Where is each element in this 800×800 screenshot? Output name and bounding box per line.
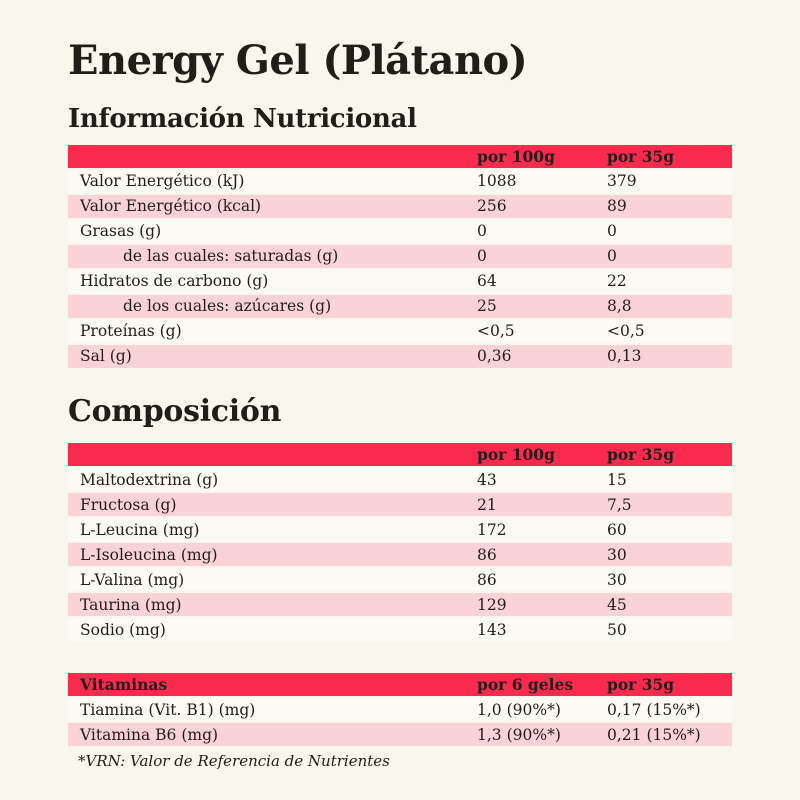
row-value-per-100g: 143 <box>477 620 507 639</box>
table-row <box>68 320 732 343</box>
table-row <box>68 245 732 268</box>
table-header-row <box>68 145 732 168</box>
table-row <box>68 295 732 318</box>
row-value-per-100g: 86 <box>477 570 497 589</box>
column-header-per-6-gels: por 6 geles <box>477 675 574 695</box>
row-label: Fructosa (g) <box>80 495 177 514</box>
row-value-per-100g: 0 <box>477 247 487 266</box>
table-row <box>68 170 732 193</box>
row-value-per-35g: 0,13 <box>607 347 642 366</box>
row-value-per-35g: 50 <box>607 620 627 639</box>
row-value-per-35g: 379 <box>607 172 637 191</box>
row-label: Tiamina (Vit. B1) (mg) <box>80 700 256 719</box>
row-value-per-100g: 64 <box>477 272 497 291</box>
row-value-per-100g: <0,5 <box>477 322 515 341</box>
row-label: Sal (g) <box>80 347 132 366</box>
row-label: Grasas (g) <box>80 222 162 241</box>
row-value-per-100g: 43 <box>477 470 497 489</box>
row-label: Maltodextrina (g) <box>80 470 219 489</box>
column-header-per-35g: por 35g <box>607 445 675 465</box>
column-header-per-100g: por 100g <box>477 445 555 465</box>
row-value-per-100g: 21 <box>477 495 497 514</box>
row-value-per-35g: 8,8 <box>607 297 632 316</box>
table-row <box>68 723 732 746</box>
vrn-footnote: *VRN: Valor de Referencia de Nutrientes <box>78 752 390 771</box>
vitamins-table <box>68 673 732 746</box>
row-label: de los cuales: azúcares (g) <box>123 297 332 316</box>
row-value-per-35g: 30 <box>607 570 627 589</box>
column-header-per-100g: por 100g <box>477 146 555 166</box>
row-value-per-100g: 25 <box>477 297 497 316</box>
row-label: Sodio (mg) <box>80 620 166 639</box>
row-value-per-100g: 256 <box>477 197 507 216</box>
table-row <box>68 270 732 293</box>
row-label: L-Valina (mg) <box>80 570 185 589</box>
page-title: Energy Gel (Plátano) <box>68 37 528 84</box>
row-value-per-35g: 7,5 <box>607 495 632 514</box>
row-value-per-35g: 60 <box>607 520 627 539</box>
row-value-per-100g: 0,36 <box>477 347 512 366</box>
section-vitamins <box>68 673 732 770</box>
table-row <box>68 618 732 641</box>
row-label: Proteínas (g) <box>80 322 182 341</box>
row-value-per-6-gels: 1,0 (90%*) <box>477 700 561 719</box>
table-row <box>68 518 732 541</box>
table-header-row <box>68 673 732 696</box>
row-value-per-35g: 15 <box>607 470 627 489</box>
table-row <box>68 698 732 721</box>
table-row <box>68 593 732 616</box>
row-value-per-100g: 86 <box>477 545 497 564</box>
row-value-per-35g: 0,17 (15%*) <box>607 700 701 719</box>
section-composition <box>68 393 732 642</box>
table-row <box>68 195 732 218</box>
nutrition-table <box>68 145 732 368</box>
section-heading: Composición <box>68 393 282 429</box>
row-value-per-35g: <0,5 <box>607 322 645 341</box>
column-header-per-35g: por 35g <box>607 675 675 695</box>
column-header-per-35g: por 35g <box>607 146 675 166</box>
row-value-per-35g: 0 <box>607 222 617 241</box>
row-value-per-100g: 129 <box>477 595 507 614</box>
row-value-per-6-gels: 1,3 (90%*) <box>477 725 561 744</box>
row-label: Vitamina B6 (mg) <box>80 725 219 744</box>
table-row <box>68 345 732 368</box>
row-label: de las cuales: saturadas (g) <box>123 247 339 266</box>
row-label: Hidratos de carbono (g) <box>80 272 269 291</box>
table-row <box>68 493 732 516</box>
row-label: L-Isoleucina (mg) <box>80 545 218 564</box>
row-value-per-100g: 0 <box>477 222 487 241</box>
table-header-label: Vitaminas <box>80 675 168 695</box>
row-value-per-35g: 45 <box>607 595 627 614</box>
row-label: Taurina (mg) <box>80 595 182 614</box>
row-value-per-35g: 22 <box>607 272 627 291</box>
row-value-per-35g: 89 <box>607 197 627 216</box>
table-row <box>68 468 732 491</box>
composition-table <box>68 443 732 641</box>
section-heading: Información Nutricional <box>68 104 417 134</box>
table-header-row <box>68 443 732 466</box>
row-value-per-35g: 0 <box>607 247 617 266</box>
table-row <box>68 568 732 591</box>
row-value-per-35g: 30 <box>607 545 627 564</box>
table-row <box>68 220 732 243</box>
row-label: Valor Energético (kJ) <box>80 172 245 191</box>
row-value-per-100g: 1088 <box>477 172 517 191</box>
table-row <box>68 543 732 566</box>
row-value-per-100g: 172 <box>477 520 507 539</box>
row-label: Valor Energético (kcal) <box>80 197 262 216</box>
row-value-per-35g: 0,21 (15%*) <box>607 725 701 744</box>
section-nutrition-info <box>68 105 732 368</box>
row-label: L-Leucina (mg) <box>80 520 200 539</box>
